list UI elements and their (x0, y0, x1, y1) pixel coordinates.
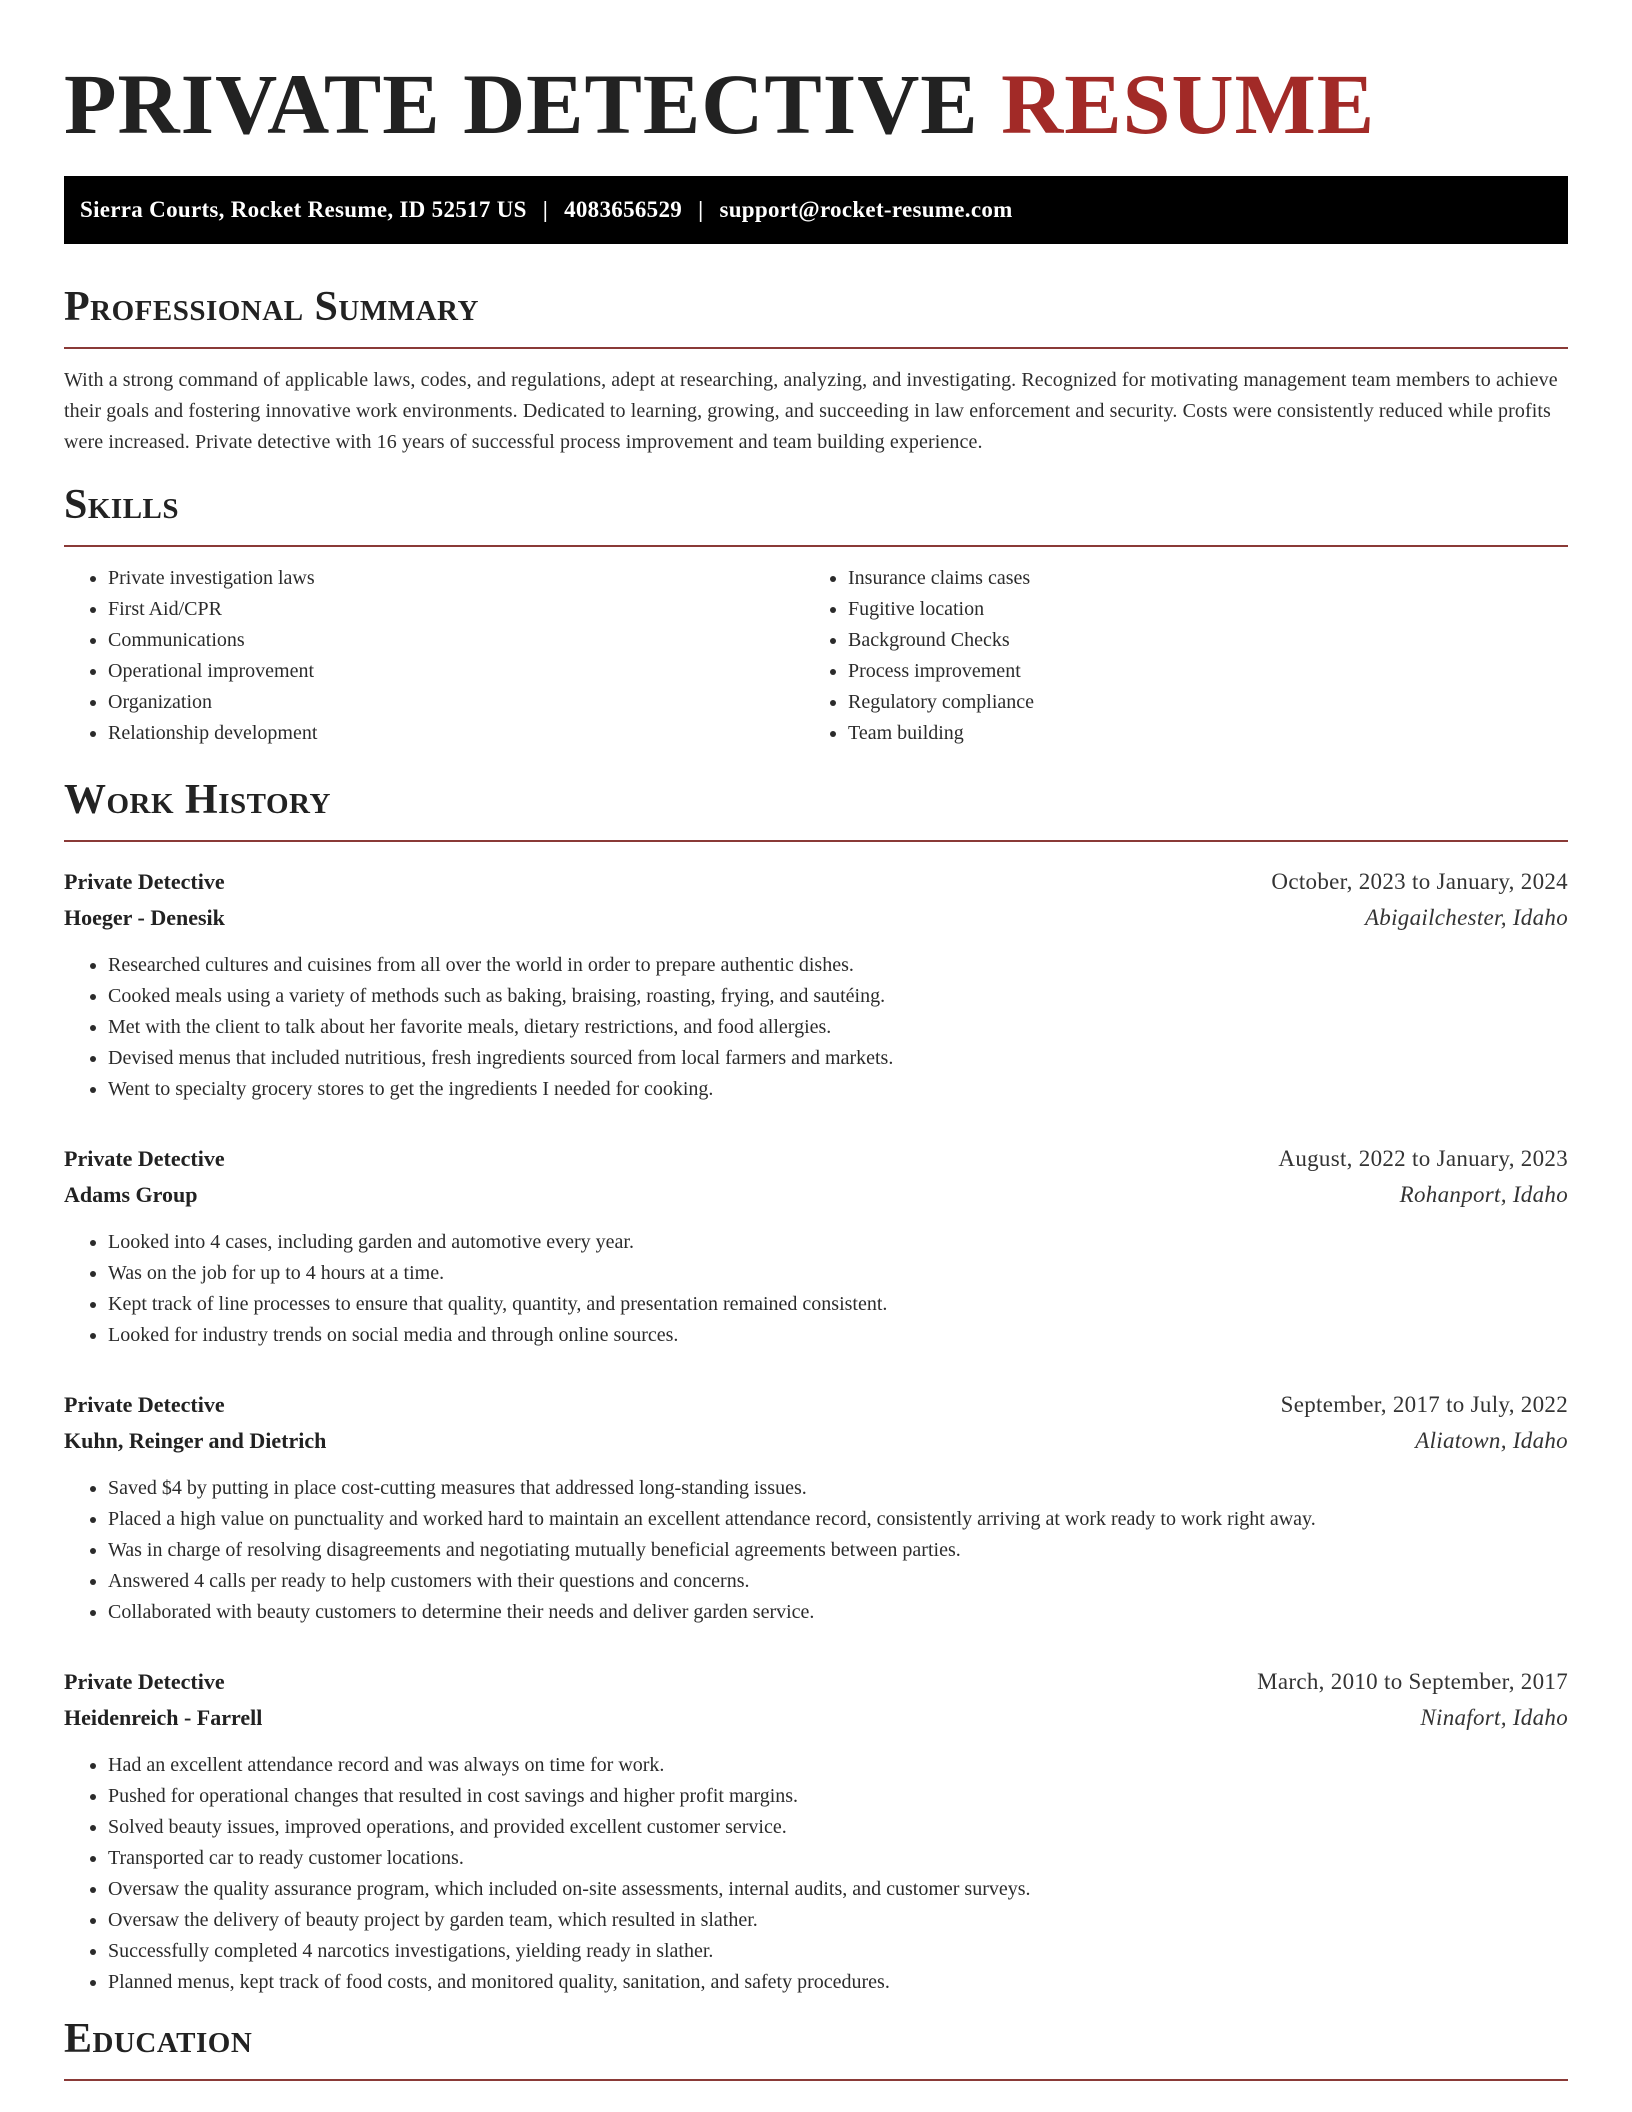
summary-section (64, 282, 1568, 458)
job-company: Adams Group (64, 1182, 198, 1207)
contact-phone: 4083656529 (564, 197, 683, 222)
section-heading-summary: Professional Summary (64, 284, 479, 330)
skills-column-2 (804, 563, 1564, 749)
job-company: Heidenreich - Farrell (64, 1705, 263, 1730)
section-heading-work-history: Work History (64, 777, 331, 823)
job-title: Private Detective (64, 869, 225, 894)
job-bullet: • Solved beauty issues, improved operations, and provided excellent customer service. (108, 1812, 1568, 1843)
job-location: Abigailchester, Idaho (1364, 905, 1568, 930)
job-title: Private Detective (64, 1146, 225, 1171)
job-dates: March, 2010 to September, 2017 (1257, 1669, 1568, 1694)
job-bullet: • Met with the client to talk about her favorite meals, dietary restrictions, and food allergies. (108, 1012, 1568, 1043)
job-bullet: • Saved $4 by putting in place cost-cutting measures that addressed long-standing issues. (108, 1473, 1568, 1504)
job-title: Private Detective (64, 1669, 225, 1694)
skill-item: • Insurance claims cases (848, 563, 1564, 594)
job-bullets (64, 1227, 1568, 1351)
section-divider (64, 545, 1568, 547)
section-divider (64, 840, 1568, 842)
job-bullet: • Researched cultures and cuisines from all over the world in order to prepare authentic dishes. (108, 950, 1568, 981)
job-dates: August, 2022 to January, 2023 (1278, 1146, 1568, 1171)
skill-item: • Fugitive location (848, 594, 1564, 625)
job-bullet: • Was on the job for up to 4 hours at a time. (108, 1258, 1568, 1289)
skill-item: • Operational improvement (108, 656, 804, 687)
job-bullet: • Successfully completed 4 narcotics investigations, yielding ready in slather. (108, 1936, 1568, 1967)
contact-email: support@rocket-resume.com (719, 197, 1013, 222)
work-history-section (64, 775, 1568, 1998)
job-bullet: • Was in charge of resolving disagreements and negotiating mutually beneficial agreements between parties. (108, 1535, 1568, 1566)
section-divider (64, 347, 1568, 349)
section-heading-education: Education (64, 2016, 253, 2062)
contact-address: Sierra Courts, Rocket Resume, ID 52517 US (80, 197, 527, 222)
skills-columns (64, 563, 1568, 749)
job-location: Aliatown, Idaho (1415, 1428, 1568, 1453)
job-bullet: • Collaborated with beauty customers to determine their needs and deliver garden service. (108, 1597, 1568, 1628)
job-bullet: • Oversaw the delivery of beauty project by garden team, which resulted in slather. (108, 1905, 1568, 1936)
job-company: Hoeger - Denesik (64, 905, 225, 930)
skills-column-1 (64, 563, 804, 749)
job-entry (64, 1387, 1568, 1628)
contact-separator: | (698, 197, 704, 222)
job-bullet: • Devised menus that included nutritious, fresh ingredients sourced from local farmers and markets. (108, 1043, 1568, 1074)
job-dates: October, 2023 to January, 2024 (1271, 869, 1568, 894)
job-bullet: • Pushed for operational changes that resulted in cost savings and higher profit margins. (108, 1781, 1568, 1812)
skills-section (64, 480, 1568, 749)
job-bullet: • Planned menus, kept track of food costs, and monitored quality, sanitation, and safety procedures. (108, 1967, 1568, 1998)
job-bullet: • Went to specialty grocery stores to get the ingredients I needed for cooking. (108, 1074, 1568, 1105)
job-bullet: • Kept track of line processes to ensure that quality, quantity, and presentation remained consistent. (108, 1289, 1568, 1320)
section-heading-skills: Skills (64, 482, 180, 528)
title-main: PRIVATE DETECTIVE (64, 56, 979, 152)
job-entry (64, 1664, 1568, 1998)
skill-item: • Relationship development (108, 718, 804, 749)
job-bullets (64, 1750, 1568, 1998)
job-entry (64, 864, 1568, 1105)
skill-item: • Private investigation laws (108, 563, 804, 594)
job-bullet: • Had an excellent attendance record and was always on time for work. (108, 1750, 1568, 1781)
job-bullet: • Cooked meals using a variety of methods such as baking, braising, roasting, frying, and sautéing. (108, 981, 1568, 1012)
skill-item: • Process improvement (848, 656, 1564, 687)
title-accent: RESUME (1001, 56, 1376, 152)
education-section (64, 2014, 1568, 2081)
job-entry (64, 1141, 1568, 1351)
resume-title (64, 54, 1568, 154)
skill-item: • Regulatory compliance (848, 687, 1564, 718)
summary-text: With a strong command of applicable laws, codes, and regulations, adept at researching, analyzing, and investigating. Recognized for motivating management team members to achieve their goals and fostering innovative work environments. Dedicated to learning, growing, and succeeding in law enforcement and security. Costs were consistently reduced while profits were increased. Private detective with 16 years of successful process improvement and team building experience. (64, 369, 1558, 453)
skill-item: • Background Checks (848, 625, 1564, 656)
section-divider (64, 2079, 1568, 2081)
job-title: Private Detective (64, 1392, 225, 1417)
job-location: Rohanport, Idaho (1399, 1182, 1568, 1207)
skill-item: • Communications (108, 625, 804, 656)
job-location: Ninafort, Idaho (1420, 1705, 1568, 1730)
job-dates: September, 2017 to July, 2022 (1280, 1392, 1568, 1417)
job-bullet: • Transported car to ready customer locations. (108, 1843, 1568, 1874)
job-bullet: • Oversaw the quality assurance program, which included on-site assessments, internal audits, and customer surveys. (108, 1874, 1568, 1905)
job-bullet: • Looked into 4 cases, including garden and automotive every year. (108, 1227, 1568, 1258)
job-bullet: • Answered 4 calls per ready to help customers with their questions and concerns. (108, 1566, 1568, 1597)
contact-bar (64, 176, 1568, 244)
job-bullet: • Looked for industry trends on social media and through online sources. (108, 1320, 1568, 1351)
contact-separator: | (542, 197, 549, 222)
skill-item: • Team building (848, 718, 1564, 749)
job-bullet: • Placed a high value on punctuality and worked hard to maintain an excellent attendance record, consistently arriving at work ready to work right away. (108, 1504, 1568, 1535)
skill-item: • First Aid/CPR (108, 594, 804, 625)
job-company: Kuhn, Reinger and Dietrich (64, 1428, 327, 1453)
skill-item: • Organization (108, 687, 804, 718)
job-bullets (64, 950, 1568, 1105)
job-bullets (64, 1473, 1568, 1628)
